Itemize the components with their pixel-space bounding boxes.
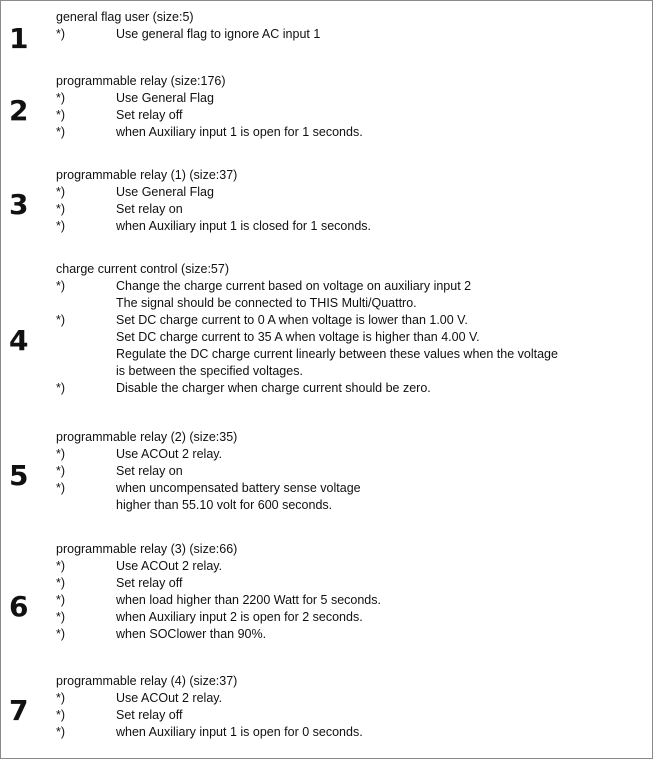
list-item-text: Use General Flag — [116, 91, 214, 105]
list-item — [1, 558, 652, 575]
list-item — [1, 690, 652, 707]
list-item — [1, 295, 652, 312]
section-number: 4 — [9, 324, 29, 357]
bullet-marker: *) — [56, 108, 66, 122]
section-number: 7 — [9, 694, 29, 727]
list-item — [1, 497, 652, 514]
list-item-text: Set relay on — [116, 202, 183, 216]
list-item — [1, 218, 652, 235]
list-item-text: Set relay off — [116, 576, 183, 590]
list-item-text: Set relay on — [116, 464, 183, 478]
bullet-marker: *) — [56, 125, 66, 139]
bullet-marker: *) — [56, 725, 66, 739]
list-item — [1, 107, 652, 124]
bullet-marker: *) — [56, 27, 66, 41]
list-item — [1, 575, 652, 592]
bullet-marker: *) — [56, 691, 66, 705]
list-item-text: when SOClower than 90%. — [116, 627, 267, 641]
list-item-text: when Auxiliary input 1 is closed for 1 seconds. — [116, 219, 371, 233]
bullet-marker: *) — [56, 279, 66, 293]
list-item-text: Change the charge current based on voltage on auxiliary input 2 — [116, 279, 472, 293]
list-item — [1, 592, 652, 609]
bullet-marker: *) — [56, 627, 66, 641]
bullet-marker: *) — [56, 708, 66, 722]
bullet-marker: *) — [56, 464, 66, 478]
bullet-marker: *) — [56, 219, 66, 233]
list-item-text: when load higher than 2200 Watt for 5 seconds. — [116, 593, 381, 607]
list-item — [1, 184, 652, 201]
list-item — [1, 463, 652, 480]
list-item-text: Set relay off — [116, 108, 183, 122]
section-title: programmable relay (4) (size:37) — [56, 674, 238, 688]
section-number: 6 — [9, 590, 29, 623]
list-item-text: when Auxiliary input 1 is open for 0 seconds. — [116, 725, 363, 739]
list-item — [1, 480, 652, 497]
bullet-marker: *) — [56, 610, 66, 624]
list-item-text: Set DC charge current to 35 A when voltage is higher than 4.00 V. — [116, 330, 480, 344]
list-item — [1, 124, 652, 141]
list-item-text: when Auxiliary input 2 is open for 2 seconds. — [116, 610, 363, 624]
bullet-marker: *) — [56, 576, 66, 590]
list-item — [1, 724, 652, 741]
list-item-text: Use ACOut 2 relay. — [116, 559, 223, 573]
list-item-text: Use General Flag — [116, 185, 214, 199]
bullet-marker: *) — [56, 481, 66, 495]
list-item — [1, 707, 652, 724]
bullet-marker: *) — [56, 593, 66, 607]
list-item — [1, 329, 652, 346]
section-title: programmable relay (2) (size:35) — [56, 430, 238, 444]
list-item — [1, 26, 652, 43]
list-item-text: higher than 55.10 volt for 600 seconds. — [116, 498, 333, 512]
section-title: charge current control (size:57) — [56, 262, 229, 276]
section-title: general flag user (size:5) — [56, 10, 194, 24]
list-item-text: Set relay off — [116, 708, 183, 722]
list-item-text: Use general flag to ignore AC input 1 — [116, 27, 321, 41]
bullet-marker: *) — [56, 91, 66, 105]
list-item — [1, 363, 652, 380]
bullet-marker: *) — [56, 185, 66, 199]
section-title: programmable relay (3) (size:66) — [56, 542, 238, 556]
bullet-marker: *) — [56, 559, 66, 573]
section-number: 1 — [9, 22, 29, 55]
section-number: 2 — [9, 94, 29, 127]
bullet-marker: *) — [56, 381, 66, 395]
bullet-marker: *) — [56, 202, 66, 216]
list-item-text: is between the specified voltages. — [116, 364, 303, 378]
list-item-text: when uncompensated battery sense voltage — [116, 481, 361, 495]
list-item-text: Use ACOut 2 relay. — [116, 691, 223, 705]
list-item — [1, 626, 652, 643]
list-item-text: Disable the charger when charge current should be zero. — [116, 381, 431, 395]
section-title: programmable relay (1) (size:37) — [56, 168, 238, 182]
list-item — [1, 346, 652, 363]
list-item-text: when Auxiliary input 1 is open for 1 seconds. — [116, 125, 363, 139]
list-item-text: Use ACOut 2 relay. — [116, 447, 223, 461]
list-item — [1, 278, 652, 295]
list-item — [1, 446, 652, 463]
bullet-marker: *) — [56, 313, 66, 327]
list-item — [1, 90, 652, 107]
section-number: 5 — [9, 459, 29, 492]
list-item-text: Set DC charge current to 0 A when voltage is lower than 1.00 V. — [116, 313, 468, 327]
section-title: programmable relay (size:176) — [56, 74, 226, 88]
list-item-text: Regulate the DC charge current linearly between these values when the voltage — [116, 347, 558, 361]
list-item-text: The signal should be connected to THIS Multi/Quattro. — [116, 296, 417, 310]
list-item — [1, 201, 652, 218]
list-item — [1, 380, 652, 397]
section-number: 3 — [9, 188, 29, 221]
bullet-marker: *) — [56, 447, 66, 461]
list-item — [1, 609, 652, 626]
list-item — [1, 312, 652, 329]
